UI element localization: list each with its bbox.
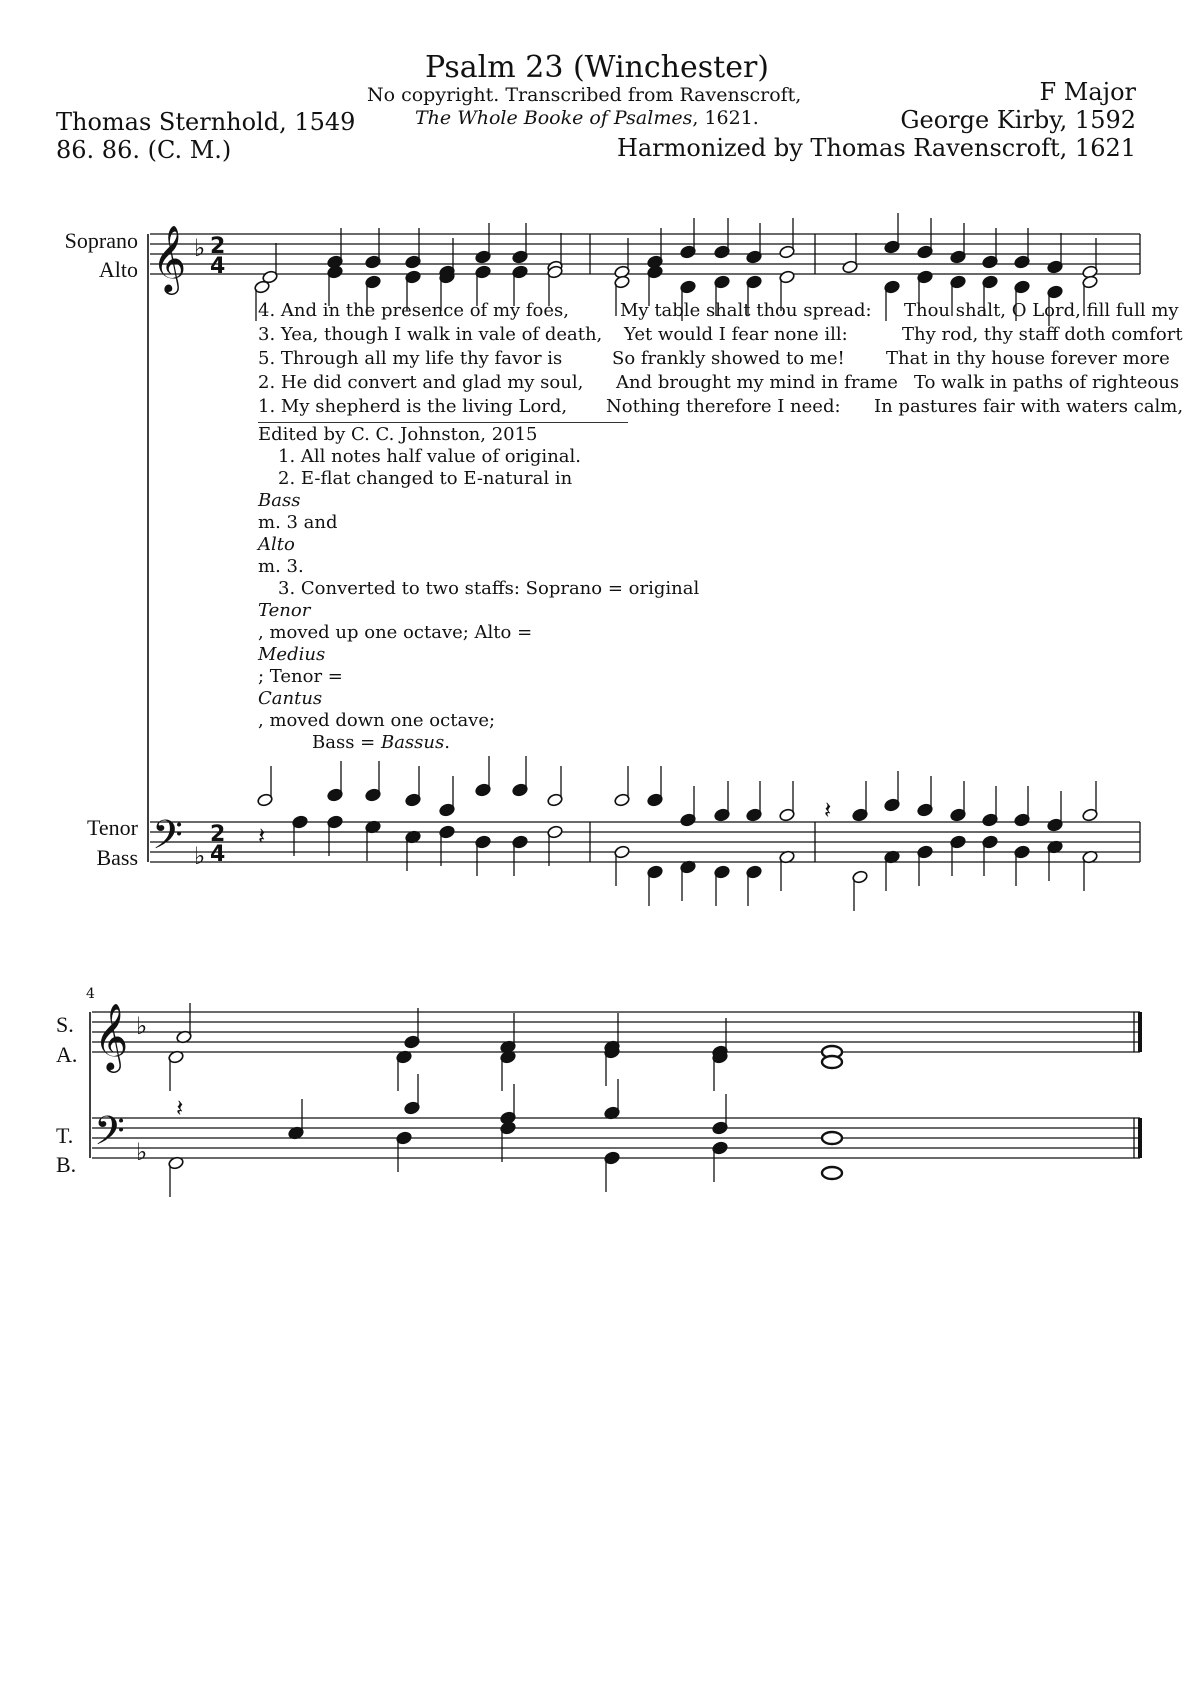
verse-phrase: And brought my mind in frame — [616, 372, 898, 393]
whole-note — [822, 1132, 842, 1144]
verse-phrase: To walk in paths of righteous — [914, 372, 1180, 393]
source-note: No copyright. Transcribed from Ravenscroft, — [367, 84, 802, 106]
label-soprano: Soprano — [64, 228, 138, 253]
source-book-title: The Whole Booke of Psalmes — [415, 107, 693, 129]
editorial-italic: Alto — [258, 534, 295, 555]
harmonizer: Harmonized by Thomas Ravenscroft, 1621 — [616, 134, 1136, 162]
time-signature-top: 2 — [210, 234, 226, 259]
verse-phrase: 3. Yea, though I walk in vale of death, — [258, 324, 603, 345]
label-bass: Bass — [96, 845, 138, 870]
verse-phrase: 4. And in the presence of my foes, — [258, 300, 570, 321]
label-a: A. — [56, 1042, 78, 1067]
label-s: S. — [56, 1012, 74, 1037]
verse-phrase: Nothing therefore I need: — [606, 396, 841, 417]
label-t: T. — [56, 1123, 74, 1148]
rest-icon: 𝄽 — [257, 290, 258, 291]
editorial-note: Bass = Bassus. — [312, 732, 450, 753]
verse-phrase: That in thy house forever more — [886, 348, 1170, 369]
editorial-note: 3. Converted to two staffs: Soprano = original — [278, 578, 700, 599]
verse-phrase: Yet would I fear none ill: — [624, 324, 848, 345]
bass-clef-icon: 𝄢 — [94, 1108, 125, 1164]
rest-icon: 𝄽 — [258, 822, 266, 850]
editorial-note: , moved up one octave; Alto = — [258, 622, 533, 643]
editorial-italic: Tenor — [258, 600, 311, 621]
verse-phrase: 2. He did convert and glad my soul, — [258, 372, 584, 393]
flat-icon: ♭ — [136, 1138, 148, 1166]
verse-phrase: Thy rod, thy staff doth comfort — [902, 324, 1183, 345]
time-signature-bottom: 4 — [210, 254, 226, 279]
treble-clef-icon: 𝄞 — [152, 224, 187, 292]
verse-phrase: Thou shalt, O Lord, fill full my — [904, 300, 1179, 321]
label-b: B. — [56, 1152, 77, 1177]
rest-icon: 𝄽 — [824, 796, 832, 824]
editorial-note: , moved down one octave; — [258, 710, 496, 731]
rest-icon: 𝄽 — [176, 1094, 184, 1122]
piece-title: Psalm 23 (Winchester) — [425, 50, 770, 85]
edited-by: Edited by C. C. Johnston, 2015 — [258, 424, 538, 445]
editorial-italic: Medius — [258, 644, 326, 665]
treble-clef-icon: 𝄞 — [94, 1002, 129, 1070]
verse-phrase: In pastures fair with waters calm, — [874, 396, 1184, 417]
verse-phrase: My table shalt thou spread: — [620, 300, 872, 321]
meter: 86. 86. (C. M.) — [56, 136, 232, 164]
label-tenor: Tenor — [87, 815, 138, 840]
whole-note — [822, 1056, 842, 1068]
editorial-note: m. 3. — [258, 556, 304, 577]
source-year: , 1621. — [692, 107, 759, 129]
composer: George Kirby, 1592 — [900, 106, 1136, 134]
flat-icon: ♭ — [194, 842, 206, 870]
editorial-note: 1. All notes half value of original. — [278, 446, 581, 467]
flat-icon: ♭ — [136, 1012, 148, 1040]
measure-number: 4 — [86, 986, 95, 1002]
lyricist: Thomas Sternhold, 1549 — [56, 108, 356, 136]
verse-phrase: 1. My shepherd is the living Lord, — [258, 396, 568, 417]
flat-icon: ♭ — [194, 234, 206, 262]
verse-phrase: 5. Through all my life thy favor is — [258, 348, 563, 369]
editorial-note: ; Tenor = — [258, 666, 343, 687]
editorial-italic: Cantus — [258, 688, 323, 709]
editorial-italic: Bass — [258, 490, 301, 511]
bass-clef-icon: 𝄢 — [152, 812, 183, 868]
editorial-note: m. 3 and — [258, 512, 338, 533]
label-alto: Alto — [98, 257, 138, 282]
whole-note — [822, 1167, 842, 1179]
time-signature-bottom: 4 — [210, 842, 226, 867]
editorial-note: 2. E-flat changed to E-natural in — [278, 468, 573, 489]
verse-phrase: So frankly showed to me! — [612, 348, 845, 369]
key-label: F Major — [1039, 78, 1136, 106]
time-signature-top: 2 — [210, 822, 226, 847]
